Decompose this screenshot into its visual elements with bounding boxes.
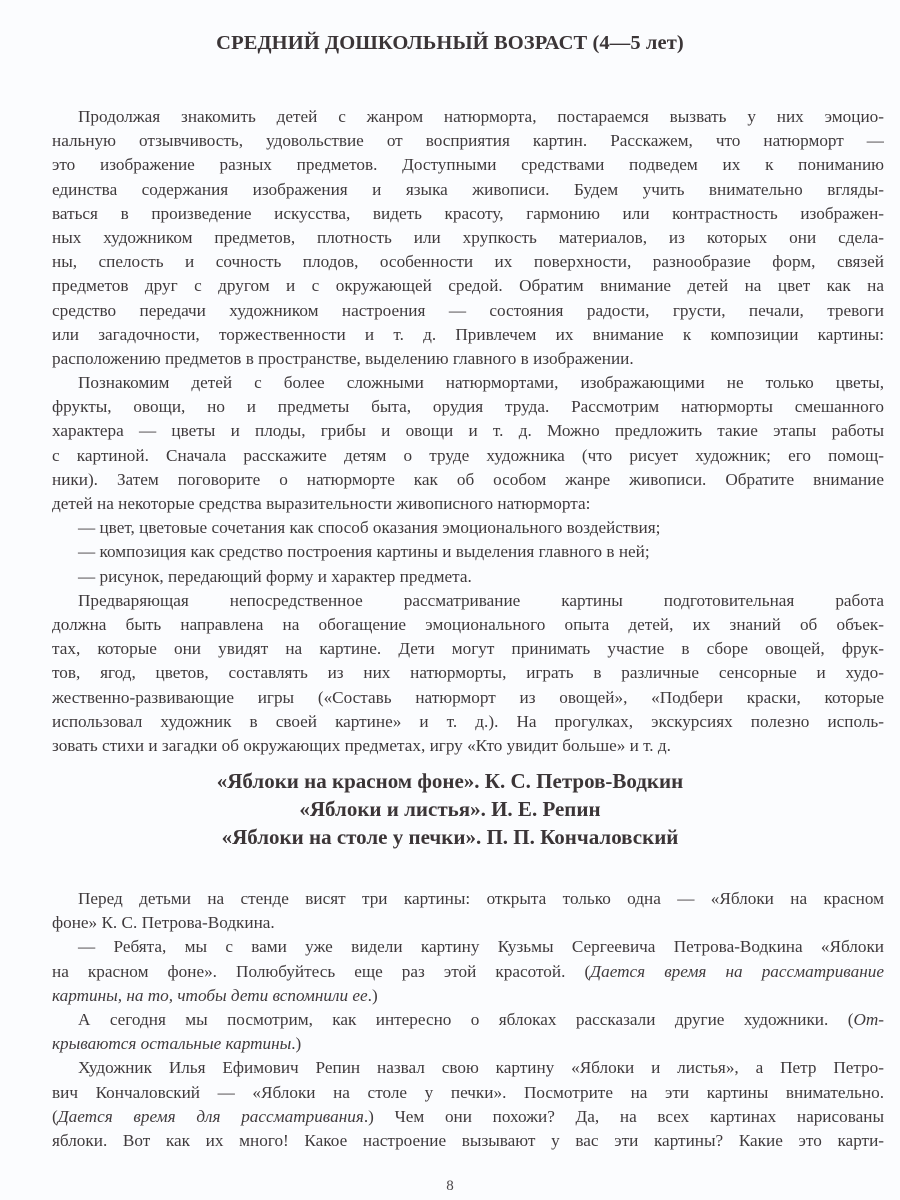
text-line: ны, спелость и сочность плодов, особенности их поверхности, разнообразие форм, связей: [52, 252, 884, 272]
text-line: [52, 1105, 884, 1129]
text-run: .): [291, 1034, 302, 1054]
text-line: Познакомим детей с более сложными натюрмортами, изображающими не только цветы,: [78, 373, 884, 393]
text-line: зовать стихи и загадки об окружающих предметах, игру «Кто увидит больше» и т. д.: [52, 735, 671, 755]
text-line: средство передачи художником настроения — состояния радости, грусти, печали, тревоги: [52, 300, 884, 320]
lesson-title: [0, 767, 900, 851]
text-line: Художник Илья Ефимович Репин назвал свою картину «Яблоки и листья», а Петр Петро-: [78, 1058, 884, 1078]
stage-direction: Дается время для рассматривания: [57, 1106, 364, 1126]
list-item: — композиция как средство построения картины и выделения главного в ней;: [78, 542, 650, 562]
text-line: единства содержания изображения и языка живописи. Будем учить внимательно вгляды-: [52, 179, 884, 199]
text-line: жественно-развивающие игры («Составь натюрморт из овощей», «Подбери краски, которые: [52, 687, 884, 707]
page-number: 8: [446, 1178, 454, 1194]
dialogue-line: — Ребята, мы с вами уже видели картину Кузьмы Сергеевича Петрова-Водкина «Яблоки: [78, 937, 884, 957]
text-line: ваться в произведение искусства, видеть красоту, гармонию или контрастность изображен-: [52, 203, 884, 223]
text-line: это изображение разных предметов. Доступными средствами подведем их к пониманию: [52, 155, 884, 175]
text-line: характера — цветы и плоды, грибы и овощи и т. д. Можно предложить такие этапы работы: [52, 421, 884, 441]
text-line: Перед детьми на стенде висят три картины: открыта только одна — «Яблоки на красном: [78, 889, 884, 908]
stage-direction: Дается время на рассматривание: [590, 961, 884, 981]
text-line: Продолжая знакомить детей с жанром натюрморта, постараемся вызвать у них эмоцио-: [78, 107, 884, 126]
text-line: [52, 1008, 884, 1032]
text-line: фрукты, овощи, но и предметы быта, орудия труда. Рассмотрим натюрморты смешанного: [52, 397, 884, 417]
text-line: расположению предметов в пространстве, выделению главного в изображении.: [52, 348, 634, 368]
painting-title-konchalovsky: «Яблоки на столе у печки». П. П. Кончаловский: [221, 825, 679, 849]
text-line: тов, ягод, цветов, составлять из них натюрморты, играть в различные сенсорные и худо-: [52, 663, 884, 683]
text-line: тах, которые они увидят на картине. Дети могут принимать участие в сборе овощей, фрук-: [52, 639, 884, 659]
text-line: Предваряющая непосредственное рассматривание картины подготовительная работа: [78, 590, 884, 610]
list-item: — рисунок, передающий форму и характер предмета.: [78, 566, 472, 586]
text-line: ных художником предметов, плотность или хрупкость материалов, из которых они сдела-: [52, 227, 884, 247]
text-run: .): [367, 985, 378, 1005]
text-line: или загадочности, торжественности и т. д. Привлечем их внимание к композиции картины:: [52, 324, 884, 344]
lesson-text: [52, 887, 884, 1153]
text-line: [52, 984, 884, 1008]
text-line: предметов друг с другом и с окружающей средой. Обратим внимание детей на цвет как на: [52, 276, 884, 296]
text-line: должна быть направлена на обогащение эмоционального опыта детей, их знаний об объек-: [52, 614, 884, 634]
text-line: яблоки. Вот как их много! Какое настроение вызывают у вас эти картины? Какие это карти-: [52, 1130, 884, 1150]
painting-title-petrov-vodkin: «Яблоки на красном фоне». К. С. Петров-Водкин: [216, 769, 684, 793]
stage-direction: картины, на то, чтобы дети вспомнили ее: [52, 985, 368, 1005]
text-run: на красном фоне». Полюбуйтесь еще раз этой красотой. (: [52, 961, 591, 981]
section-title: СРЕДНИЙ ДОШКОЛЬНЫЙ ВОЗРАСТ (4—5 лет): [216, 32, 684, 54]
text-run: (: [52, 1106, 58, 1126]
text-line: вич Кончаловский — «Яблоки на столе у печки». Посмотрите на эти картины внимательно.: [52, 1082, 884, 1102]
text-line: фоне» К. С. Петрова-Водкина.: [52, 913, 275, 933]
intro-text: [52, 105, 884, 758]
text-line: нальную отзывчивость, удовольствие от восприятия картин. Расскажем, что натюрморт —: [52, 131, 884, 151]
list-item: — цвет, цветовые сочетания как способ оказания эмоционального воздействия;: [78, 518, 661, 538]
stage-direction: крываются остальные картины: [52, 1034, 292, 1054]
text-run: А сегодня мы посмотрим, как интересно о яблоках рассказали другие художники. (: [78, 1009, 854, 1029]
stage-direction: От-: [853, 1009, 884, 1029]
text-run: .) Чем они похожи? Да, на всех картинах нарисованы: [363, 1106, 884, 1126]
text-line: [52, 960, 884, 984]
text-line: ники). Затем поговорите о натюрморте как об особом жанре живописи. Обратите внимание: [52, 469, 884, 489]
text-line: детей на некоторые средства выразительности живописного натюрморта:: [52, 494, 591, 513]
text-line: [52, 1032, 884, 1056]
text-line: использовал художник в своей картине» и т. д.). На прогулках, экскурсиях полезно исполь-: [52, 711, 884, 731]
painting-title-repin: «Яблоки и листья». И. Е. Репин: [299, 797, 601, 821]
text-line: с картиной. Сначала расскажите детям о труде художника (что рисует художник; его помощ-: [52, 445, 884, 465]
